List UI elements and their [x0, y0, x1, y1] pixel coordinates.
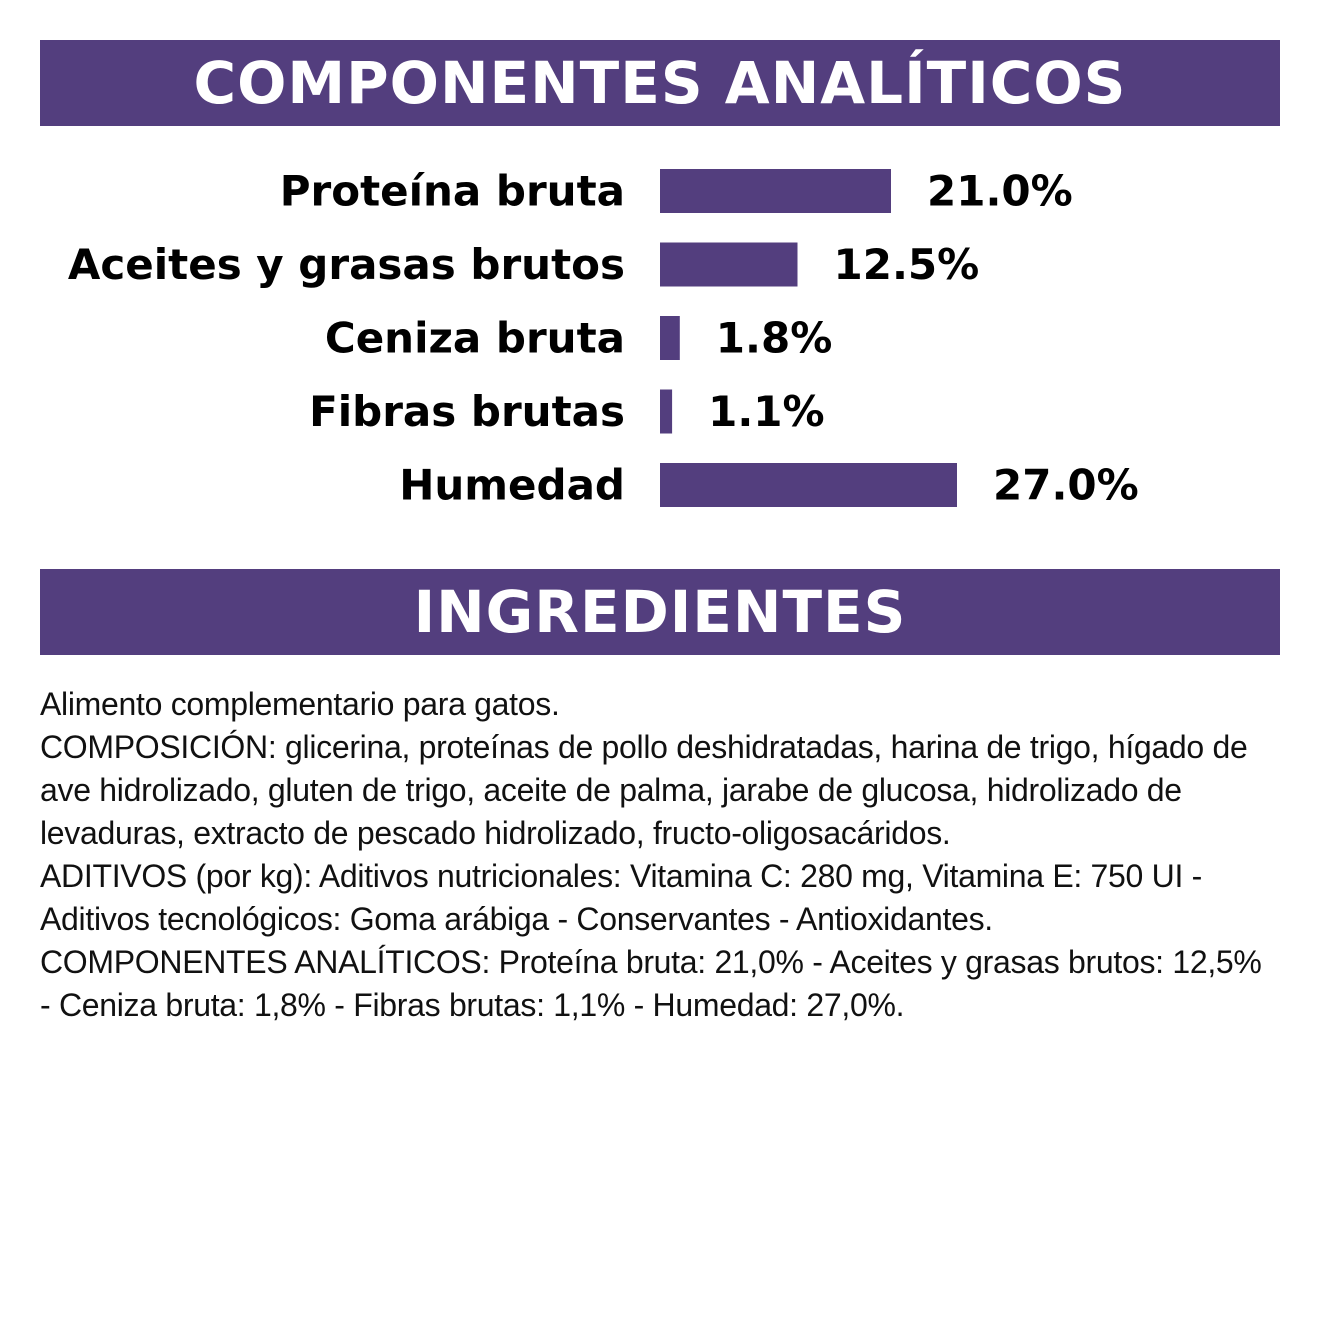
bar-value-label: 21.0%	[927, 166, 1073, 216]
analytic-components-chart	[0, 150, 1320, 530]
bar-category-label: Ceniza bruta	[324, 313, 625, 363]
bar	[660, 316, 680, 360]
ingredients-analytic-summary: COMPONENTES ANALÍTICOS: Proteína bruta: 21,0% - Aceites y grasas brutos: 12,5% - Ceniza bruta: 1,8% - Fibras brutas: 1,1% - Humedad: 27,0%.	[40, 944, 1262, 1023]
bar	[660, 463, 957, 507]
ingredients-intro: Alimento complementario para gatos.	[40, 686, 560, 722]
bar-value-label: 1.8%	[715, 313, 833, 363]
ingredients-header	[40, 569, 1280, 655]
bar-category-label: Aceites y grasas brutos	[67, 240, 625, 289]
analytic-components-header	[40, 40, 1280, 126]
bar	[660, 390, 672, 434]
bar-category-label: Humedad	[399, 460, 625, 510]
ingredients-title: INGREDIENTES	[413, 578, 907, 646]
bar-value-label: 1.1%	[708, 387, 825, 436]
ingredients-composition: COMPOSICIÓN: glicerina, proteínas de pollo deshidratadas, harina de trigo, hígado de ave hidrolizado, gluten de trigo, aceite de palma, jarabe de glucosa, hidrolizado de levaduras, extracto de pescado hidrolizado, fructo-oligosacáridos.	[40, 729, 1248, 851]
bar-category-label: Fibras brutas	[309, 387, 625, 436]
bar-category-label: Proteína bruta	[279, 166, 625, 216]
bar	[660, 243, 798, 287]
analytic-components-title: COMPONENTES ANALÍTICOS	[193, 49, 1127, 117]
bar-value-label: 27.0%	[993, 460, 1139, 510]
ingredients-additives: ADITIVOS (por kg): Aditivos nutricionales: Vitamina C: 280 mg, Vitamina E: 750 UI - Aditivos tecnológicos: Goma arábiga - Conservantes - Antioxidantes.	[40, 858, 1202, 937]
bar-value-label: 12.5%	[833, 240, 980, 289]
bar	[660, 169, 891, 213]
ingredients-text	[40, 683, 1280, 1027]
